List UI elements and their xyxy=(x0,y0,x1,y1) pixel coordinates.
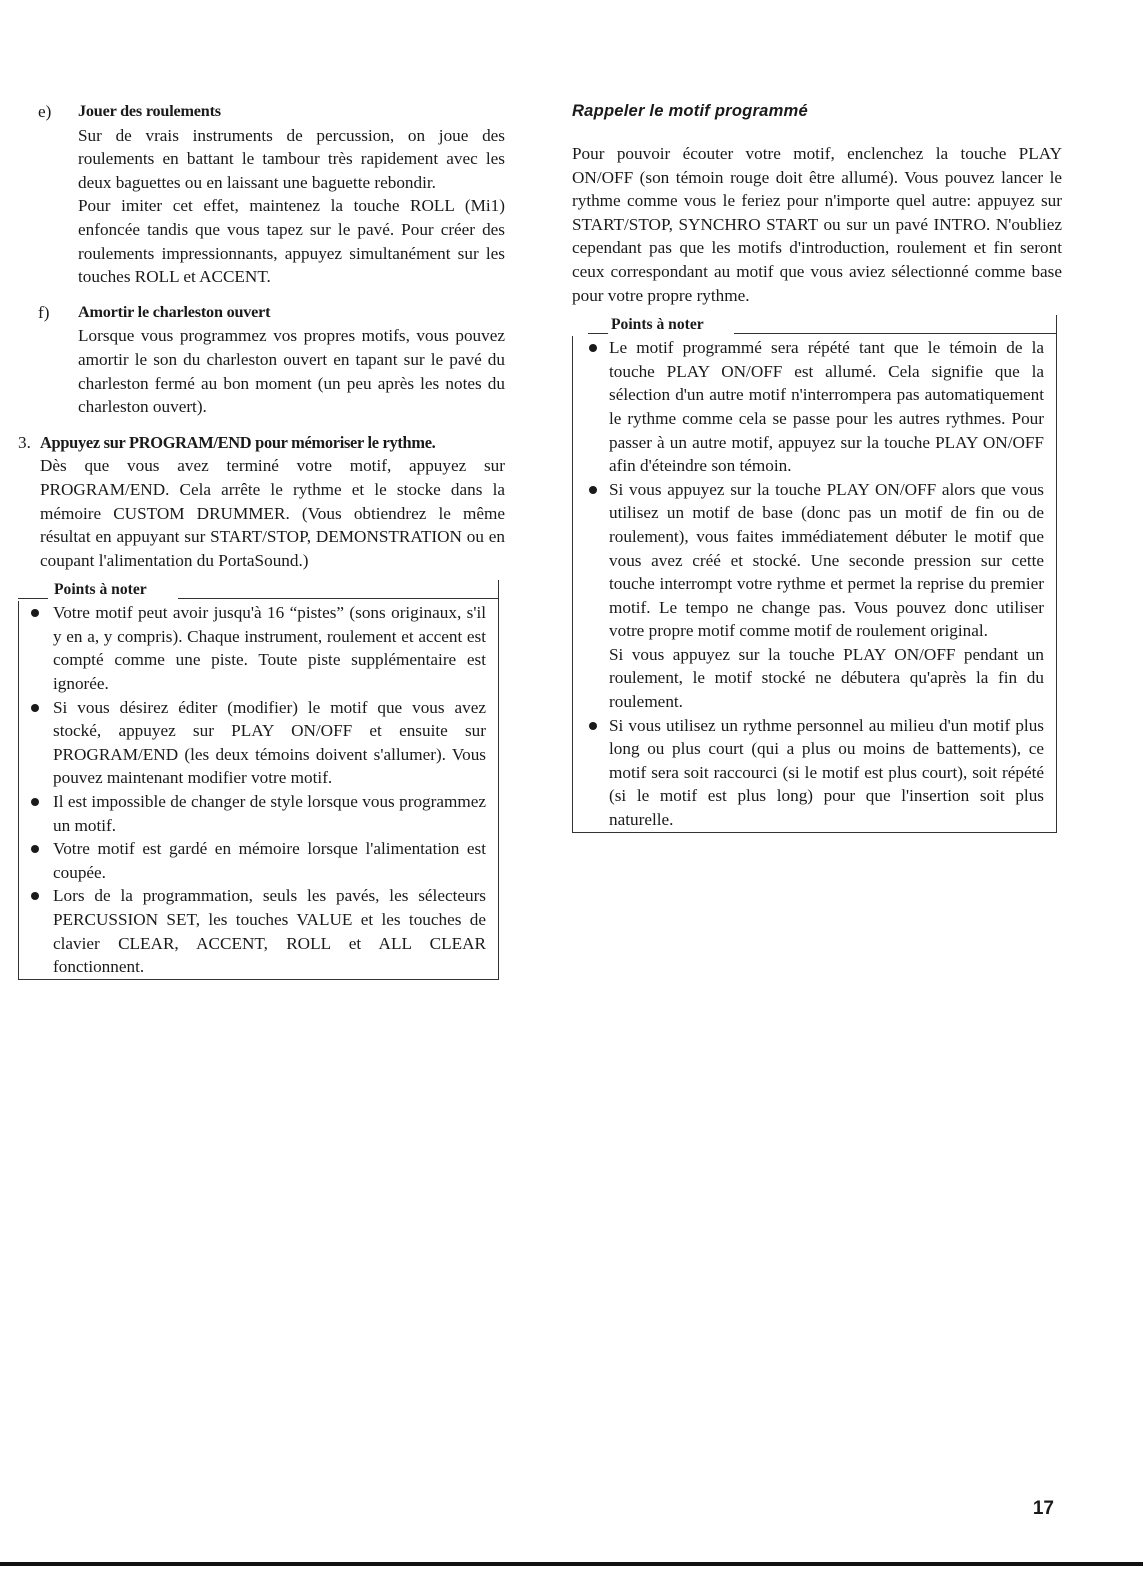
note-item xyxy=(19,837,498,884)
page-number: 17 xyxy=(1032,1498,1054,1519)
item-f-marker: f) xyxy=(38,302,50,322)
notes-header-right xyxy=(572,315,1056,336)
notes-box-right xyxy=(572,315,1057,832)
left-column xyxy=(0,100,505,980)
item-f-paragraph-1: Lorsque vous programmez vos propres motifs, vous pouvez amortir le son du charleston ouvert en tapant sur le pavé du charleston fermé au bon moment (un peu après les notes du charleston ouvert). xyxy=(78,326,505,417)
section-heading: Rappeler le motif programmé xyxy=(572,101,808,120)
note-text: Le motif programmé sera répété tant que le témoin de la touche PLAY ON/OFF est allumé. Cela signifie que la sélection d'un autre motif n'interrompera pas automatiquement le rythme comme cela se passe pour les autres rythmes. Pour passer à un autre motif, appuyez sur la touche PLAY ON/OFF afin d'éteindre son témoin. xyxy=(609,338,1044,476)
bullet-icon xyxy=(589,344,597,352)
note-text: Si vous utilisez un rythme personnel au milieu d'un motif plus long ou plus court (qui a plus ou moins de battements), ce motif sera soit raccourci (si le motif est plus court), soit répété (si le motif est plus long) pour que l'insertion soit plus naturelle. xyxy=(609,715,1044,830)
step-3 xyxy=(0,431,505,573)
notes-rule xyxy=(18,598,48,599)
item-f xyxy=(0,301,505,419)
note-item xyxy=(573,714,1056,832)
notes-body-right xyxy=(572,336,1056,831)
item-e-marker: e) xyxy=(38,102,52,121)
note-text: Votre motif est gardé en mémoire lorsque l'alimentation est coupée. xyxy=(53,839,486,882)
note-text: Si vous appuyez sur la touche PLAY ON/OFF alors que vous utilisez un motif de base (donc pas un motif de fin ou de roulement), vous faites immédiatement débuter le motif que vous avez créé et stocké. Une seconde pression sur cette touche interrompt votre rythme et permet la reprise du premier motif. Le tempo ne change pas. Vous pouvez donc utiliser votre propre motif comme motif de roulement original. xyxy=(609,479,1044,641)
notes-box-left xyxy=(18,580,499,980)
note-text: Si vous appuyez sur la touche PLAY ON/OFF pendant un roulement, le motif stocké ne débutera qu'après la fin du roulement. xyxy=(609,644,1044,712)
bullet-icon xyxy=(589,486,597,494)
bullet-icon xyxy=(31,892,39,900)
bullet-icon xyxy=(31,798,39,806)
notes-rule xyxy=(734,333,1056,334)
right-column xyxy=(572,100,1062,833)
notes-rule xyxy=(178,598,498,599)
notes-header-left xyxy=(18,580,498,601)
bottom-rule xyxy=(0,1562,1143,1566)
bullet-icon xyxy=(31,609,39,617)
note-item xyxy=(19,601,498,695)
notes-rule xyxy=(588,333,608,334)
item-e-title: Jouer des roulements xyxy=(78,102,221,120)
note-text: Si vous désirez éditer (modifier) le motif que vous avez stocké, appuyez sur PLAY ON/OFF et ensuite sur PROGRAM/END (les deux témoins doivent s'allumer). Vous pouvez maintenant modifier votre motif. xyxy=(53,697,486,788)
item-e-paragraph-2: Pour imiter cet effet, maintenez la touche ROLL (Mi1) enfoncée tandis que vous tapez sur le pavé. Pour créer des roulements impressionnants, appuyez simultanément sur les touches ROLL et ACCENT. xyxy=(78,196,505,287)
notes-body-left xyxy=(18,601,498,979)
bullet-icon xyxy=(31,704,39,712)
step-3-number: 3. xyxy=(18,432,31,452)
notes-title-right: Points à noter xyxy=(611,316,704,334)
item-e-paragraph-1: Sur de vrais instruments de percussion, on joue des roulements en battant le tambour très rapidement avec les deux baguettes ou en laissant une baguette rebondir. xyxy=(78,125,505,192)
right-paragraph-1: Pour pouvoir écouter votre motif, enclenchez la touche PLAY ON/OFF (son témoin rouge doit être allumé). Vous pouvez lancer le rythme comme vous le feriez pour n'importe quel autre: appuyez sur START/STOP, SYNCHRO START ou sur un pavé INTRO. N'oubliez cependant pas que les motifs d'introduction, roulement et fin seront ceux correspondant au motif que vous aviez sélectionné comme base pour votre propre rythme. xyxy=(572,144,1062,305)
step-3-title: Appuyez sur PROGRAM/END pour mémoriser le rythme. xyxy=(40,432,436,452)
step-3-paragraph: Dès que vous avez terminé votre motif, appuyez sur PROGRAM/END. Cela arrête le rythme et le stocke dans la mémoire CUSTOM DRUMMER. (Vous obtiendrez le même résultat en appuyant sur START/STOP, DEMONSTRATION ou en coupant l'alimentation du PortaSound.) xyxy=(40,456,505,570)
note-item xyxy=(19,696,498,790)
note-item xyxy=(19,790,498,837)
bullet-icon xyxy=(589,722,597,730)
note-text: Votre motif peut avoir jusqu'à 16 “pistes” (sons originaux, s'il y en a, y compris). Chaque instrument, roulement et accent est compté comme une piste. Toute piste supplémentaire est ignorée. xyxy=(53,603,486,694)
item-f-title: Amortir le charleston ouvert xyxy=(78,302,271,321)
note-text: Il est impossible de changer de style lorsque vous programmez un motif. xyxy=(53,792,486,835)
note-text: Lors de la programmation, seuls les pavés, les sélecteurs PERCUSSION SET, les touches VALUE et les touches de clavier CLEAR, ACCENT, ROLL et ALL CLEAR fonctionnent. xyxy=(53,886,486,977)
item-e xyxy=(0,100,505,289)
note-item xyxy=(573,336,1056,478)
notes-title-left: Points à noter xyxy=(54,581,147,599)
note-item xyxy=(19,884,498,978)
note-item xyxy=(573,478,1056,714)
bullet-icon xyxy=(31,845,39,853)
